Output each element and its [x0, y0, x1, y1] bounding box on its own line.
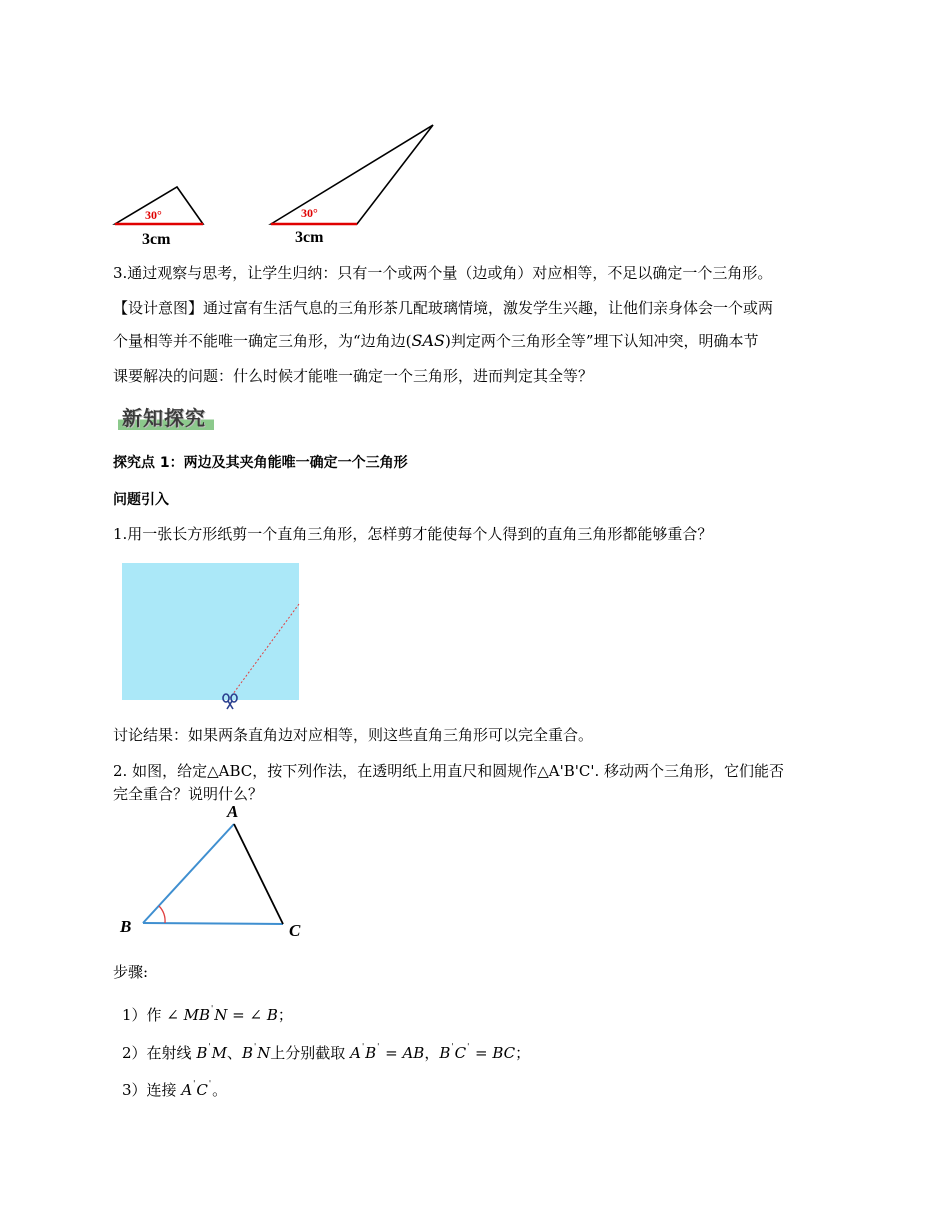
steps-title: 步骤: [113, 963, 149, 981]
section-heading-text: 新知探究 [122, 406, 206, 430]
step-3-prefix: 3）连接 [122, 1081, 177, 1099]
vertex-c-label: C [289, 921, 301, 940]
discussion-result: 讨论结果：如果两条直角边对应相等，则这些直角三角形可以完全重合。 [113, 726, 594, 744]
step-2-ray2-b: B [241, 1044, 253, 1062]
question-2-line-2: 完全重合？说明什么？ [113, 785, 264, 803]
step-1-prime: ' [211, 1004, 214, 1013]
intro-title: 问题引入 [113, 492, 169, 508]
step-3-a: A [181, 1081, 193, 1099]
figure-triangle-abc [112, 798, 322, 948]
design-intent-line-1: 【设计意图】通过富有生活气息的三角形茶几配玻璃情境，激发学生兴趣，让他们亲身体会一个或两 [113, 299, 774, 317]
question-2-line-1: 2. 如图，给定△ABC，按下列作法，在透明纸上用直尺和圆规作△A'B'C'. 移动两个三角形，它们能否 [113, 762, 785, 780]
step-2-middle-text: 上分别截取 [270, 1044, 346, 1062]
question-1: 1.用一张长方形纸剪一个直角三角形，怎样剪才能使每个人得到的直角三角形都能够重合？ [113, 525, 713, 543]
step-1 [122, 994, 293, 1030]
step-2-ray1-m: M [211, 1044, 227, 1062]
explore-point-title: 探究点 1：两边及其夹角能唯一确定一个三角形 [113, 455, 408, 471]
design-line2-part-a: 个量相等并不能唯一确定三角形，为“边角边( [113, 332, 412, 350]
paper-rectangle [122, 563, 299, 700]
step-2-comma: ， [424, 1044, 440, 1062]
angle-b-arc [159, 906, 165, 923]
figure-paper-cut [118, 560, 308, 720]
step-2-eq2-b: B [439, 1044, 451, 1062]
design-intent-line-2 [113, 325, 838, 357]
vertex-a-label: A [227, 802, 239, 821]
design-intent-line-3: 课要解决的问题：什么时候才能唯一确定一个三角形，进而判定其全等？ [113, 367, 594, 385]
step-2-ray1-b: B [196, 1044, 208, 1062]
step-3-c: C [196, 1081, 208, 1099]
large-side-label: 3cm [295, 229, 324, 246]
large-triangle [271, 125, 433, 224]
step-1-angle-expr: ∠ MB [166, 1006, 211, 1024]
small-side-label: 3cm [142, 231, 171, 248]
step-2-separator: 、 [226, 1044, 242, 1062]
paragraph-3: 3.通过观察与思考，让学生归纳：只有一个或两个量（边或角）对应相等，不足以确定一个三角形。 [113, 264, 773, 282]
large-angle-label: 30° [301, 206, 318, 220]
side-bc [143, 923, 283, 924]
figure-two-triangles [105, 118, 455, 253]
step-2-ray2-n: N [257, 1044, 271, 1062]
small-angle-label: 30° [145, 208, 162, 222]
step-2-eq1-rest: = AB [380, 1044, 425, 1062]
step-2: 2）在射线 B'M、B'N上分别截取 A'B' = AB，B'C' = BC； [122, 1042, 531, 1062]
step-1-end: ； [277, 1006, 293, 1024]
step-1-prefix: 1）作 [122, 1006, 162, 1024]
step-3-end: 。 [212, 1081, 228, 1099]
step-2-eq1-b: B [365, 1044, 377, 1062]
step-2-eq1-a: A [350, 1044, 361, 1062]
step-2-eq2-rest: = BC [470, 1044, 516, 1062]
step-2-end: ； [515, 1044, 531, 1062]
side-ac [234, 824, 283, 924]
sas-formula: SAS [411, 331, 446, 350]
step-1-angle-rest: N = ∠ B [214, 1006, 278, 1024]
design-line2-part-b: )判定两个三角形全等”埋下认知冲突，明确本节 [445, 332, 759, 350]
side-ba [143, 824, 234, 923]
step-2-prefix: 2）在射线 [122, 1044, 192, 1062]
step-3: 3）连接 A'C'。 [122, 1079, 228, 1099]
step-2-eq2-c: C [454, 1044, 467, 1062]
section-heading-banner [118, 402, 214, 430]
vertex-b-label: B [120, 917, 132, 936]
